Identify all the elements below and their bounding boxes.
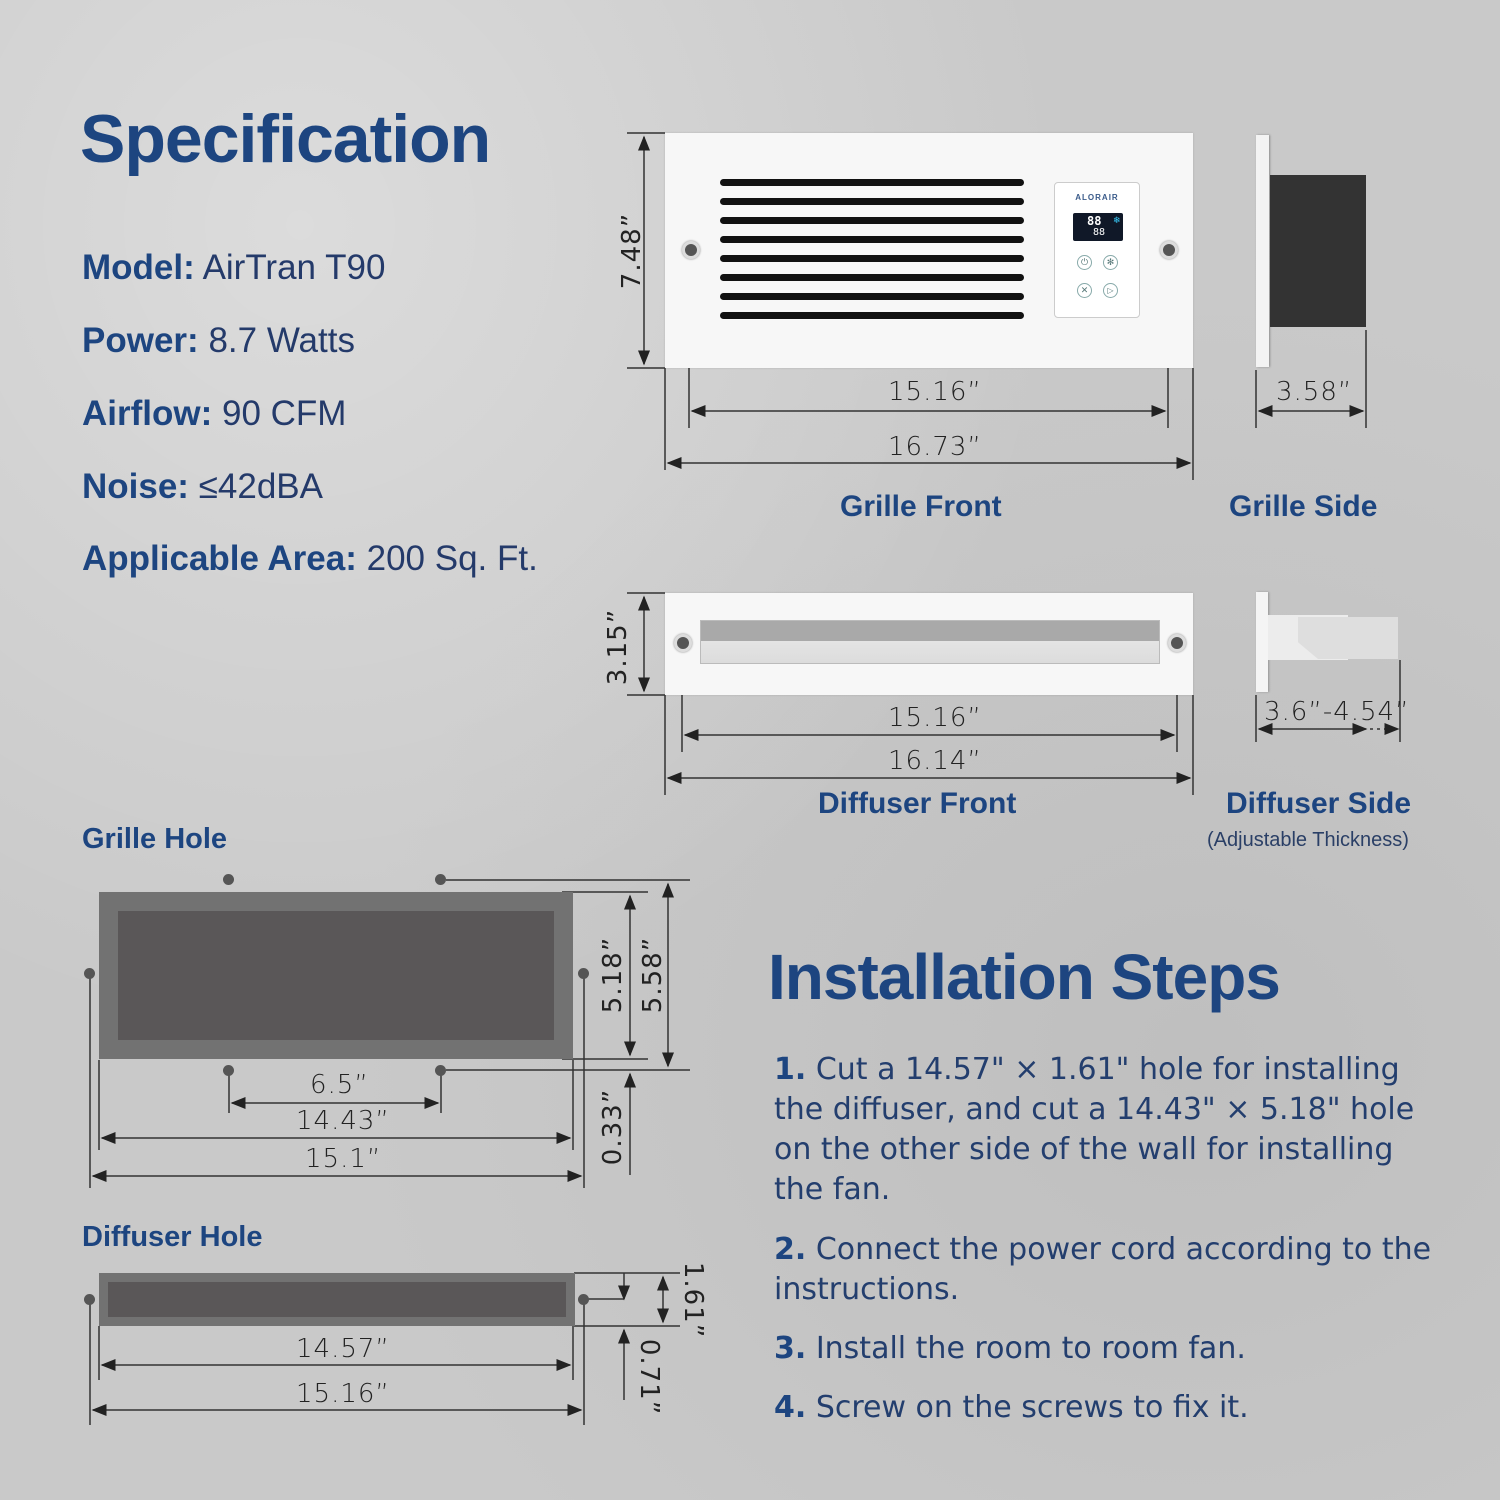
diffuser-hole-height: 1.61” xyxy=(678,1261,708,1339)
lcd-display: 88 88 ❄ xyxy=(1073,213,1123,241)
diffuser-side-sublabel: (Adjustable Thickness) xyxy=(1207,829,1409,851)
grille-front-image xyxy=(665,133,1193,368)
installation-title: Installation Steps xyxy=(768,941,1280,1013)
diffuser-side-depth: 3.6”-4.54” xyxy=(1264,697,1410,727)
grille-hole-screw-spacing: 6.5” xyxy=(310,1070,369,1100)
diffuser-hole-cutout xyxy=(108,1282,566,1317)
screw-hole-marker xyxy=(223,874,234,885)
diffuser-front-inner-width: 15.16” xyxy=(888,703,982,733)
diffuser-side-plate xyxy=(1256,592,1268,692)
grille-front-label: Grille Front xyxy=(840,490,1002,523)
screw-icon xyxy=(1168,634,1186,652)
grille-slats xyxy=(720,179,1024,321)
screw-hole-marker xyxy=(84,1294,95,1305)
screw-icon xyxy=(674,634,692,652)
screw-hole-marker xyxy=(84,968,95,979)
diffuser-side-label: Diffuser Side xyxy=(1226,787,1412,820)
grille-front-height: 7.48” xyxy=(617,212,647,290)
grille-hole-height: 5.18” xyxy=(598,936,628,1014)
screw-hole-marker xyxy=(435,874,446,885)
diffuser-hole-offset: 0.71” xyxy=(634,1338,664,1416)
grille-hole-outline xyxy=(99,892,573,1059)
diffuser-hole-label: Diffuser Hole xyxy=(82,1221,263,1253)
play-button-icon: ▷ xyxy=(1103,283,1118,298)
screw-hole-marker xyxy=(578,968,589,979)
diffuser-front-outer-width: 16.14” xyxy=(888,746,982,776)
screw-hole-marker xyxy=(223,1065,234,1076)
spec-model: Model: AirTran T90 xyxy=(82,248,386,287)
grille-hole-offset: 0.33” xyxy=(598,1088,628,1166)
diffuser-front-label: Diffuser Front xyxy=(818,787,1017,820)
diffuser-hole-width: 14.57” xyxy=(296,1334,390,1364)
install-step-2: 2. Connect the power cord according to the instructions. xyxy=(774,1232,1432,1307)
grille-hole-label: Grille Hole xyxy=(82,823,228,855)
diffuser-side-sleeve xyxy=(1298,617,1398,659)
install-step-4: 4. Screw on the screws to fix it. xyxy=(774,1390,1249,1425)
power-button-icon: ⏻ xyxy=(1077,255,1092,270)
specification-title: Specification xyxy=(80,101,491,177)
grille-side-housing xyxy=(1270,175,1366,327)
grille-side-plate xyxy=(1256,135,1269,367)
fan-mode-button-icon: ✕ xyxy=(1077,283,1092,298)
grille-hole-outer-width: 15.1” xyxy=(305,1144,382,1174)
fan-speed-button-icon: ✻ xyxy=(1103,255,1118,270)
grille-front-inner-width: 15.16” xyxy=(888,377,982,407)
screw-icon xyxy=(682,241,700,259)
screw-hole-marker xyxy=(435,1065,446,1076)
spec-noise: Noise: ≤42dBA xyxy=(82,467,323,506)
snowflake-icon: ❄ xyxy=(1113,215,1121,225)
spec-area: Applicable Area: 200 Sq. Ft. xyxy=(82,539,538,578)
screw-hole-marker xyxy=(578,1294,589,1305)
grille-side-depth: 3.58” xyxy=(1276,377,1353,407)
diffuser-hole-outer-width: 15.16” xyxy=(296,1379,390,1409)
install-step-3: 3. Install the room to room fan. xyxy=(774,1331,1246,1366)
control-panel xyxy=(1054,182,1140,318)
grille-hole-width: 14.43” xyxy=(296,1106,390,1136)
diffuser-front-image xyxy=(665,593,1193,695)
brand-logo: ALORAIR xyxy=(1075,193,1119,202)
grille-side-label: Grille Side xyxy=(1229,490,1378,523)
spec-airflow: Airflow: 90 CFM xyxy=(82,394,347,433)
install-step-1: 1. Cut a 14.57" × 1.61" hole for installing the diffuser, and cut a 14.43" × 5.18" hole on the other side of the wall for installing the fan. xyxy=(774,1052,1415,1207)
diffuser-hole-outline xyxy=(99,1273,575,1326)
spec-power: Power: 8.7 Watts xyxy=(82,321,355,360)
diffuser-front-height: 3.15” xyxy=(603,608,633,686)
grille-hole-outer-height: 5.58” xyxy=(638,936,668,1014)
grille-hole-cutout xyxy=(118,911,554,1040)
diffuser-slot xyxy=(700,620,1160,664)
screw-icon xyxy=(1160,241,1178,259)
grille-front-outer-width: 16.73” xyxy=(888,432,982,462)
